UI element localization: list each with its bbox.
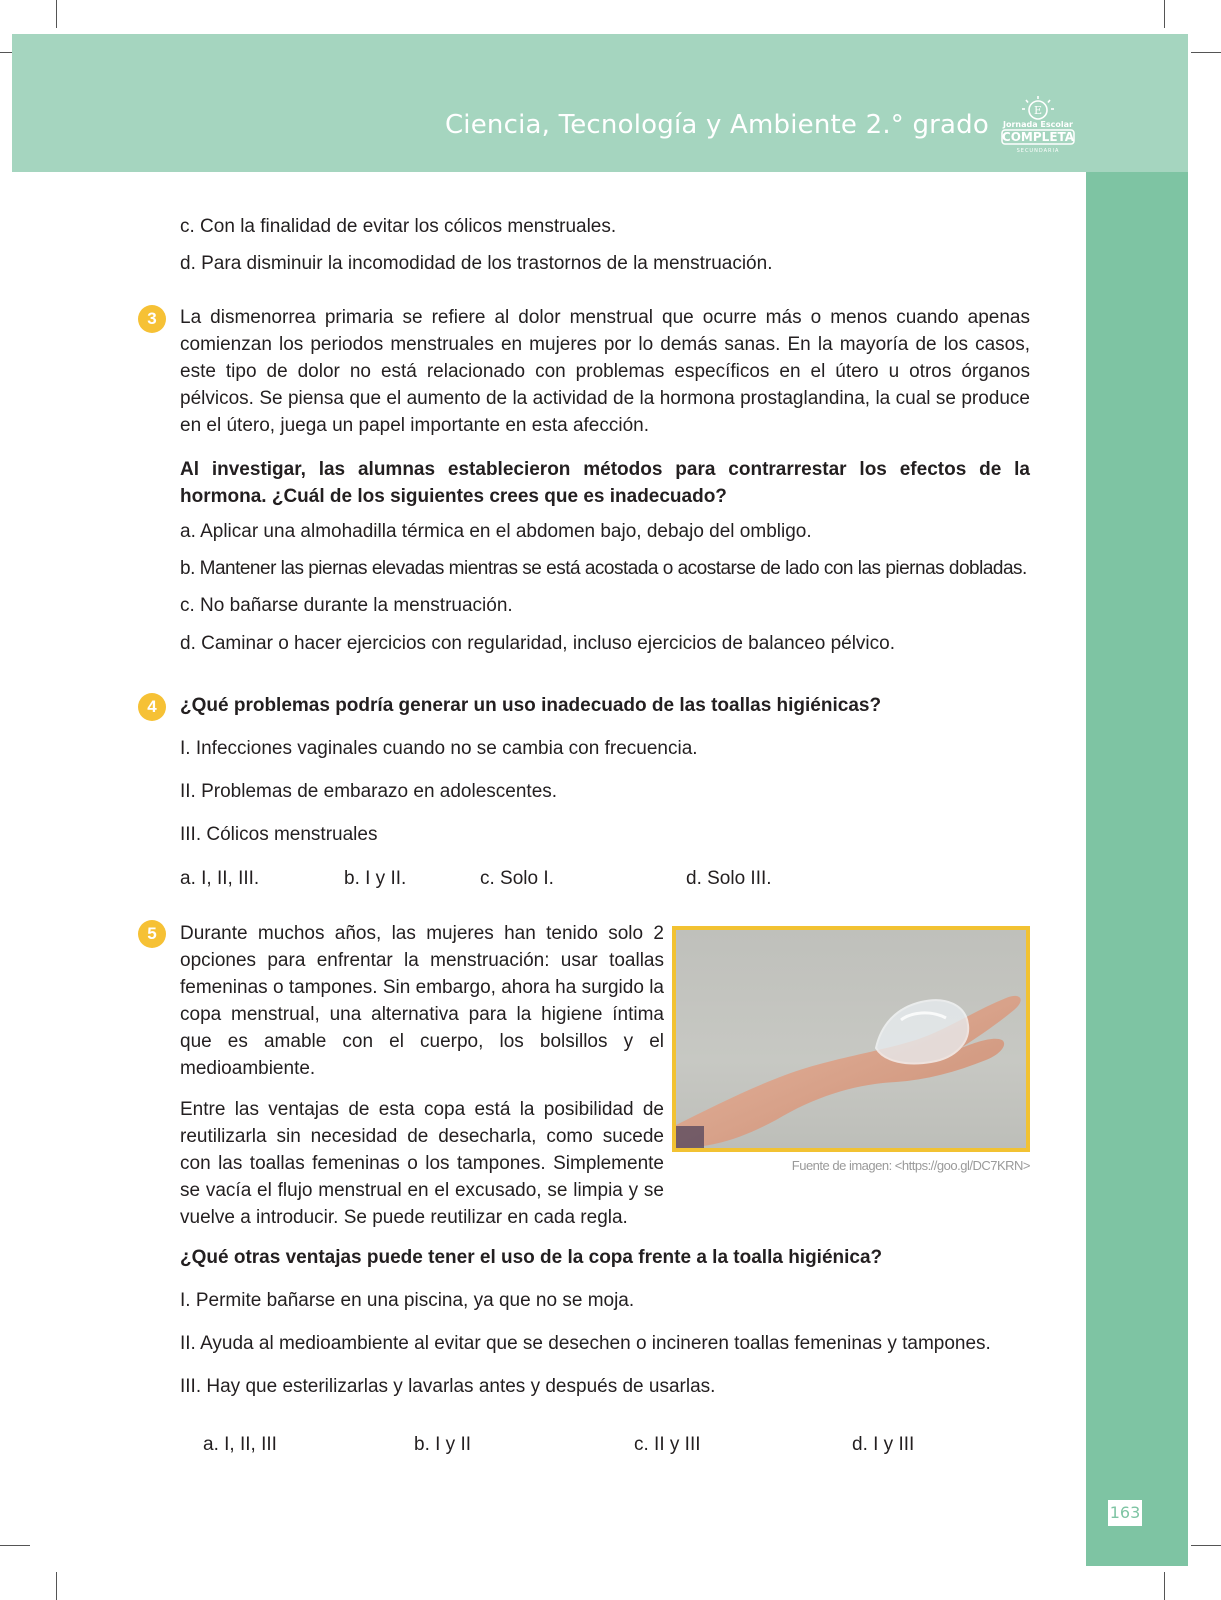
q5-item-3: III. Hay que esterilizarlas y lavarlas antes y después de usarlas.: [180, 1376, 716, 1397]
q4-item-1: I. Infecciones vaginales cuando no se cambia con frecuencia.: [180, 738, 698, 759]
crop-mark: [1191, 1545, 1221, 1546]
q4-answer-a: a. I, II, III.: [180, 868, 260, 889]
image-caption: Fuente de imagen: <https://goo.gl/DC7KRN>: [791, 1158, 1030, 1173]
q3-option-d: d. Caminar o hacer ejercicios con regularidad, incluso ejercicios de balanceo pélvico.: [180, 633, 895, 654]
logo-letter: E: [1033, 104, 1043, 117]
q5-item-2: II. Ayuda al medioambiente al evitar que se desechen o incineren toallas femeninas y tampones.: [180, 1333, 991, 1354]
q3-text: La dismenorrea primaria se refiere al dolor menstrual que ocurre más o menos cuando apenas comienzan los periodos menstruales en mujeres por lo demás sanas. En la mayoría de los casos, este tipo de dolor no está relacionado con problemas específicos en el útero u otros órganos pélvicos. Se piensa que el aumento de la actividad de la hormona prostaglandina, la cual se produce en el útero, juega un papel importante en esta afección.: [180, 307, 1030, 436]
q3-option-c: c. No bañarse durante la menstruación.: [180, 595, 513, 616]
q3-question: Al investigar, las alumnas establecieron métodos para contrarrestar los efectos de la hormona. ¿Cuál de los siguientes crees que es inadecuado?: [180, 459, 1030, 507]
logo-text: COMPLETA: [1001, 130, 1075, 144]
q5-text-1: Durante muchos años, las mujeres han tenido solo 2 opciones para enfrentar la menstruación: usar toallas femeninas o tampones. Sin embargo, ahora ha surgido la copa menstrual, una alternativa para la higiene íntima que es amable con el cuerpo, los bolsillos y el medioambiente.: [180, 923, 664, 1079]
question-number-badge: 5: [138, 920, 166, 948]
q4-item-2: II. Problemas de embarazo en adolescentes.: [180, 781, 558, 802]
question-number-badge: 3: [138, 305, 166, 333]
jornada-completa-logo: [996, 94, 1080, 156]
q5-answer-a: a. I, II, III: [203, 1434, 277, 1455]
crop-mark: [1164, 1572, 1165, 1600]
q5-item-1: I. Permite bañarse en una piscina, ya que no se moja.: [180, 1290, 635, 1311]
q4-answer-b: b. I y II.: [344, 868, 407, 889]
q5-answer-d: d. I y III: [852, 1434, 915, 1455]
right-sidebar: [1086, 172, 1188, 1566]
q4-item-3: III. Cólicos menstruales: [180, 824, 378, 845]
q5-question: ¿Qué otras ventajas puede tener el uso de la copa frente a la toalla higiénica?: [180, 1247, 883, 1268]
crop-mark: [1164, 0, 1165, 28]
q5-answer-c: c. II y III: [634, 1434, 701, 1455]
q2-option-d: d. Para disminuir la incomodidad de los trastornos de la menstruación.: [180, 253, 773, 274]
logo-bottom-text: SECUNDARIA: [1016, 148, 1060, 154]
page-number: 163: [1108, 1500, 1142, 1526]
q3-option-b: b. Mantener las piernas elevadas mientras se está acostada o acostarse de lado con las piernas dobladas.: [180, 558, 1027, 579]
menstrual-cup-photo: [672, 926, 1030, 1152]
q5-answer-b: b. I y II: [414, 1434, 472, 1455]
q4-answer-d: d. Solo III.: [686, 868, 772, 889]
crop-mark: [56, 0, 57, 28]
hand-holding-cup-image: [676, 930, 1026, 1148]
crop-mark: [0, 1545, 30, 1546]
crop-mark: [56, 1572, 57, 1600]
q4-question: ¿Qué problemas podría generar un uso inadecuado de las toallas higiénicas?: [180, 695, 882, 716]
question-number-badge: 4: [138, 693, 166, 721]
q5-text-2: Entre las ventajas de esta copa está la posibilidad de reutilizarla sin necesidad de desecharla, como sucede con las toallas femeninas o los tampones. Simplemente se vacía el flujo menstrual en el excusado, se limpia y se vuelve a introducir. Se puede reutilizar en cada regla.: [180, 1099, 664, 1228]
page-title: Ciencia, Tecnología y Ambiente 2.° grado: [444, 110, 989, 140]
q2-option-c: c. Con la finalidad de evitar los cólicos menstruales.: [180, 216, 617, 237]
crop-mark: [1191, 52, 1221, 53]
q4-answer-c: c. Solo I.: [480, 868, 554, 889]
logo-top-text: Jornada Escolar: [1003, 120, 1073, 129]
q3-option-a: a. Aplicar una almohadilla térmica en el abdomen bajo, debajo del ombligo.: [180, 521, 812, 542]
